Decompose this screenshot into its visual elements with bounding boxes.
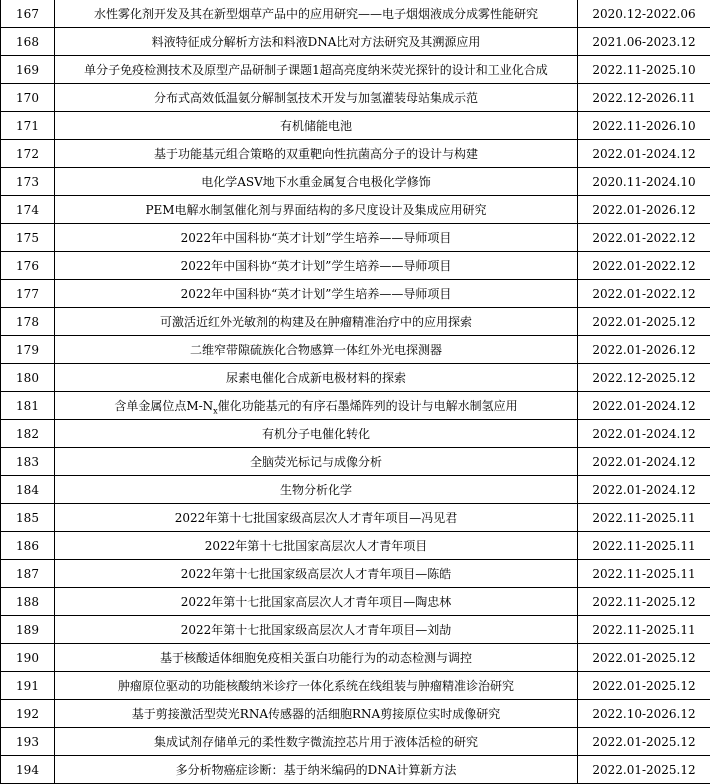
project-period: 2022.11-2025.12 xyxy=(578,588,710,616)
project-period: 2020.12-2022.06 xyxy=(578,0,710,28)
project-period: 2022.11-2025.11 xyxy=(578,504,710,532)
row-number: 179 xyxy=(1,336,55,364)
project-title: 二维窄带隙硫族化合物感算一体红外光电探测器 xyxy=(55,336,578,364)
project-title: 肿瘤原位驱动的功能核酸纳米诊疗一体化系统在线组装与肿瘤精准诊治研究 xyxy=(55,672,578,700)
row-number: 180 xyxy=(1,364,55,392)
project-period: 2022.01-2025.12 xyxy=(578,308,710,336)
project-title: 料液特征成分解析方法和料液DNA比对方法研究及其溯源应用 xyxy=(55,28,578,56)
table-row xyxy=(1,224,710,252)
row-number: 183 xyxy=(1,448,55,476)
project-period: 2022.12-2025.12 xyxy=(578,364,710,392)
row-number: 176 xyxy=(1,252,55,280)
project-title: 分布式高效低温氨分解制氢技术开发与加氢灌装母站集成示范 xyxy=(55,84,578,112)
project-title-part: 含单金属位点M-N xyxy=(114,399,213,413)
row-number: 178 xyxy=(1,308,55,336)
project-title-part: 催化功能基元的有序石墨烯阵列的设计与电解水制氢应用 xyxy=(218,399,518,413)
project-title: 有机分子电催化转化 xyxy=(55,420,578,448)
project-period: 2022.11-2025.11 xyxy=(578,616,710,644)
table-row xyxy=(1,308,710,336)
project-period: 2022.01-2025.12 xyxy=(578,672,710,700)
project-period: 2022.01-2025.12 xyxy=(578,756,710,784)
project-title: 2022年第十七批国家级高层次人才青年项目—刘劼 xyxy=(55,616,578,644)
table-row xyxy=(1,700,710,728)
project-period: 2022.11-2025.10 xyxy=(578,56,710,84)
row-number: 168 xyxy=(1,28,55,56)
project-period: 2022.01-2024.12 xyxy=(578,420,710,448)
table-row xyxy=(1,364,710,392)
project-title: 基于剪接激活型荧光RNA传感器的活细胞RNA剪接原位实时成像研究 xyxy=(55,700,578,728)
project-title: 2022年中国科协“英才计划”学生培养——导师项目 xyxy=(55,224,578,252)
table-row xyxy=(1,336,710,364)
project-title: 2022年第十七批国家高层次人才青年项目—陶忠林 xyxy=(55,588,578,616)
table-row xyxy=(1,728,710,756)
project-period: 2022.01-2024.12 xyxy=(578,392,710,420)
project-period: 2020.11-2024.10 xyxy=(578,168,710,196)
project-period: 2022.01-2026.12 xyxy=(578,336,710,364)
table-row xyxy=(1,280,710,308)
table-row xyxy=(1,504,710,532)
project-period: 2022.12-2026.11 xyxy=(578,84,710,112)
row-number: 167 xyxy=(1,0,55,28)
project-title: 多分析物癌症诊断：基于纳米编码的DNA计算新方法 xyxy=(55,756,578,784)
project-title xyxy=(55,392,578,420)
project-title: 单分子免疫检测技术及原型产品研制子课题1超高亮度纳米荧光探针的设计和工业化合成 xyxy=(55,56,578,84)
project-title: 2022年中国科协“英才计划”学生培养——导师项目 xyxy=(55,280,578,308)
project-period: 2022.11-2025.11 xyxy=(578,560,710,588)
row-number: 174 xyxy=(1,196,55,224)
table-row xyxy=(1,56,710,84)
table-row xyxy=(1,588,710,616)
row-number: 184 xyxy=(1,476,55,504)
table-row xyxy=(1,616,710,644)
project-title: 基于核酸适体细胞免疫相关蛋白功能行为的动态检测与调控 xyxy=(55,644,578,672)
project-title: 生物分析化学 xyxy=(55,476,578,504)
table-row xyxy=(1,84,710,112)
project-period: 2022.01-2022.12 xyxy=(578,252,710,280)
project-period: 2022.01-2025.12 xyxy=(578,644,710,672)
project-period: 2022.01-2024.12 xyxy=(578,140,710,168)
table-row xyxy=(1,756,710,784)
row-number: 175 xyxy=(1,224,55,252)
row-number: 194 xyxy=(1,756,55,784)
table-row xyxy=(1,672,710,700)
table-row xyxy=(1,140,710,168)
project-title: 2022年第十七批国家级高层次人才青年项目—陈皓 xyxy=(55,560,578,588)
row-number: 181 xyxy=(1,392,55,420)
table-row xyxy=(1,476,710,504)
table-row xyxy=(1,0,710,28)
project-title: 有机储能电池 xyxy=(55,112,578,140)
project-period: 2022.01-2024.12 xyxy=(578,448,710,476)
project-title: 2022年第十七批国家高层次人才青年项目 xyxy=(55,532,578,560)
project-period: 2022.01-2022.12 xyxy=(578,280,710,308)
row-number: 186 xyxy=(1,532,55,560)
row-number: 173 xyxy=(1,168,55,196)
project-title: 水性雾化剂开发及其在新型烟草产品中的应用研究——电子烟烟液成分成雾性能研究 xyxy=(55,0,578,28)
row-number: 169 xyxy=(1,56,55,84)
table-row xyxy=(1,448,710,476)
project-period: 2022.01-2024.12 xyxy=(578,476,710,504)
table-row xyxy=(1,392,710,420)
project-title: PEM电解水制氢催化剂与界面结构的多尺度设计及集成应用研究 xyxy=(55,196,578,224)
project-title: 尿素电催化合成新电极材料的探索 xyxy=(55,364,578,392)
project-period: 2022.01-2026.12 xyxy=(578,196,710,224)
row-number: 191 xyxy=(1,672,55,700)
table-row xyxy=(1,420,710,448)
row-number: 190 xyxy=(1,644,55,672)
row-number: 177 xyxy=(1,280,55,308)
project-title: 2022年中国科协“英才计划”学生培养——导师项目 xyxy=(55,252,578,280)
row-number: 188 xyxy=(1,588,55,616)
table-row xyxy=(1,28,710,56)
subscript-x: x xyxy=(213,406,218,415)
table-row xyxy=(1,644,710,672)
row-number: 171 xyxy=(1,112,55,140)
row-number: 182 xyxy=(1,420,55,448)
project-title: 全脑荧光标记与成像分析 xyxy=(55,448,578,476)
project-title: 集成试剂存储单元的柔性数字微流控芯片用于液体活检的研究 xyxy=(55,728,578,756)
table-row xyxy=(1,252,710,280)
project-period: 2022.01-2025.12 xyxy=(578,728,710,756)
table-row xyxy=(1,112,710,140)
project-period: 2022.11-2026.10 xyxy=(578,112,710,140)
table-row xyxy=(1,196,710,224)
project-title: 基于功能基元组合策略的双重靶向性抗菌高分子的设计与构建 xyxy=(55,140,578,168)
row-number: 189 xyxy=(1,616,55,644)
row-number: 172 xyxy=(1,140,55,168)
table-row xyxy=(1,532,710,560)
row-number: 187 xyxy=(1,560,55,588)
project-period: 2021.06-2023.12 xyxy=(578,28,710,56)
project-title: 可激活近红外光敏剂的构建及在肿瘤精准治疗中的应用探索 xyxy=(55,308,578,336)
table-row xyxy=(1,168,710,196)
row-number: 170 xyxy=(1,84,55,112)
project-title: 2022年第十七批国家级高层次人才青年项目—冯见君 xyxy=(55,504,578,532)
project-title: 电化学ASV地下水重金属复合电极化学修饰 xyxy=(55,168,578,196)
row-number: 192 xyxy=(1,700,55,728)
row-number: 193 xyxy=(1,728,55,756)
row-number: 185 xyxy=(1,504,55,532)
project-period: 2022.01-2022.12 xyxy=(578,224,710,252)
project-period: 2022.11-2025.11 xyxy=(578,532,710,560)
table-row xyxy=(1,560,710,588)
project-period: 2022.10-2026.12 xyxy=(578,700,710,728)
